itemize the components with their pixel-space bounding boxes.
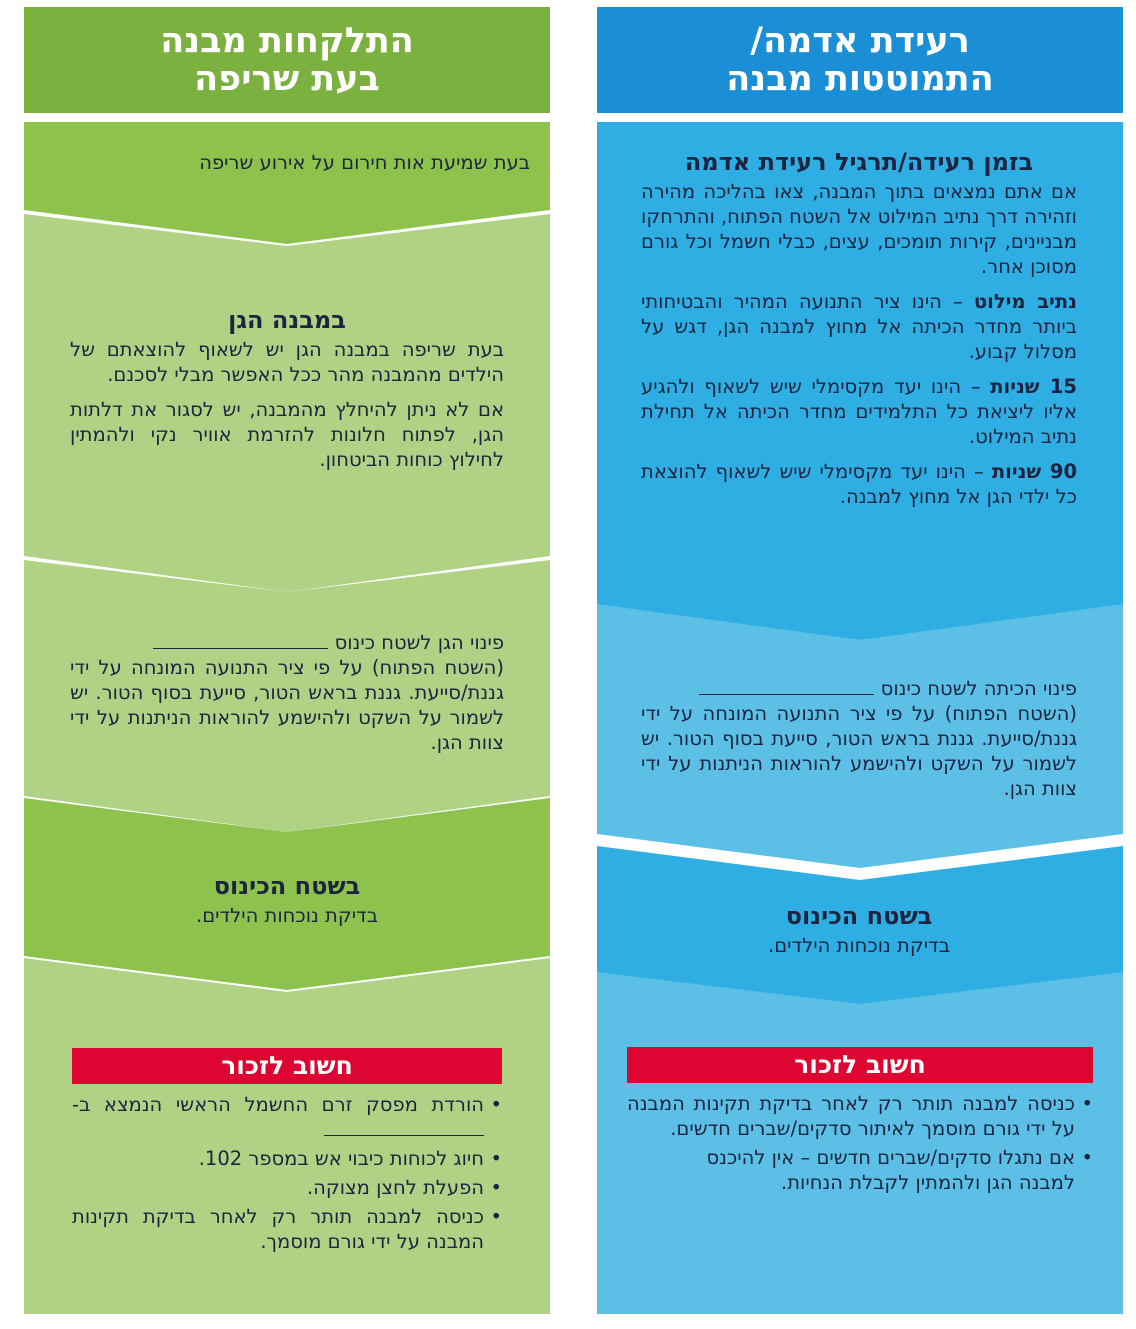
inside-building-step: [24, 214, 550, 594]
fire-column: [24, 0, 550, 1329]
evacuation-content: [70, 630, 504, 755]
quake-assembly-title: בשטח הכינוס: [785, 902, 933, 930]
quake-step: [597, 122, 1123, 642]
class-evacuation-text: (השטח הפתוח) על פי ציר התנועה המונחה על ידי גננת/סייעת. גננת בראש הטור, סייעת בסוף הטור. יש לשמור על השקט ולהישמע להוראות הניתנות על ידי צוות הגן.: [641, 702, 1077, 800]
quake-title: בזמן רעידה/תרגיל רעידת אדמה: [684, 148, 1034, 176]
remember-banner: חשוב לזכור: [72, 1048, 502, 1084]
quake-remember-content: [627, 1047, 1093, 1199]
list-item: • חיוג לכוחות כיבוי אש במספר 102.: [72, 1146, 484, 1171]
fire-alarm-text: בעת שמיעת אות חירום על אירוע שריפה: [199, 151, 530, 174]
list-item: • הפעלת לחצן מצוקה.: [72, 1175, 484, 1200]
evacuation-text: (השטח הפתוח) על פי ציר התנועה המונחה על ידי גננת/סייעת. גננת בראש הטור, סייעת בסוף הטור. יש לשמור על השקט ולהישמע להוראות הניתנות על ידי צוות הגן.: [70, 656, 504, 754]
inside-building-title: במבנה הגן: [228, 306, 346, 334]
fire-header: התלקחות מבנה בעת שריפה: [24, 7, 550, 113]
list-item: • כניסה למבנה תותר רק לאחר בדיקת תקינות המבנה על ידי גורם מוסמך.: [72, 1204, 484, 1254]
assembly-content: [70, 874, 504, 928]
class-evacuation-content: [641, 676, 1077, 801]
assembly-text: בדיקת נוכחות הילדים.: [196, 904, 378, 927]
inside-building-para-1: בעת שריפה במבנה הגן יש לשאוף להוצאתם של הילדים מהמבנה מהר ככל האפשר מבלי לסכנם.: [70, 338, 504, 386]
list-item: • אם נתגלו סדקים/שברים חדשים – אין להיכנס למבנה הגן ולהמתין לקבלת הנחיות.: [627, 1145, 1075, 1195]
earthquake-column: [597, 0, 1123, 1329]
evacuation-line-1: [70, 630, 504, 655]
earthquake-header: רעידת אדמה/ התמוטטות מבנה: [597, 7, 1123, 113]
escape-route-para: נתיב מילוט – הינו ציר התנועה המהיר והבטיחותי ביותר מחדר הכיתה אל מחוץ למבנה הגן, דגש על מסלול קבוע.: [641, 290, 1077, 363]
quake-assembly-text: בדיקת נוכחות הילדים.: [768, 934, 950, 957]
list-item: • הורדת מפסק זרם החשמל הראשי הנמצא ב-: [72, 1092, 484, 1142]
inside-building-para-2: אם לא ניתן להיחלץ מהמבנה, יש לסגור את דלתות הגן, לפתוח חלונות להזרמת אוויר נקי ולהמתין לחילוץ כוחות הביטחון.: [70, 398, 504, 471]
remember-list: [72, 1092, 502, 1254]
quake-content: [641, 150, 1077, 519]
class-evacuation-line-1: [641, 676, 1077, 701]
remember-content: [72, 1048, 502, 1258]
remember-step: [24, 958, 550, 1314]
quake-assembly-content: [641, 904, 1077, 958]
assembly-title: בשטח הכינוס: [213, 872, 361, 900]
assembly-area-blank: [153, 632, 328, 649]
list-item: • כניסה למבנה תותר רק לאחר בדיקת תקינות המבנה על ידי גורם מוסמך לאיתור סדקים/שברים חדשים.: [627, 1091, 1075, 1141]
quake-remember-step: [597, 972, 1123, 1314]
ninety-seconds-para: 90 שניות – הינו יעד מקסימלי שיש לשאוף להוצאת כל ילדי הגן אל מחוץ למבנה.: [641, 460, 1078, 508]
breaker-location-blank: [324, 1119, 484, 1136]
quake-remember-list: [627, 1091, 1093, 1195]
fifteen-seconds-para: 15 שניות – הינו יעד מקסימלי שיש לשאוף ולהגיע אליו ליציאת כל התלמידים מחדר הכיתה אל תחילת נתיב המילוט.: [641, 375, 1077, 448]
inside-building-content: [70, 308, 504, 482]
assembly-area-blank: [699, 678, 874, 695]
class-evacuation-prefix: פינוי הכיתה לשטח כינוס: [880, 677, 1077, 700]
remember-banner: חשוב לזכור: [627, 1047, 1093, 1083]
quake-para-1: אם אתם נמצאים בתוך המבנה, צאו בהליכה מהירה וזהירה דרך נתיב המילוט אל השטח הפתוח, והתרחקו מבניינים, קירות תומכים, עצים, כבלי חשמל וכל גורם מסוכן אחר.: [641, 180, 1077, 278]
class-evacuation-step: [597, 604, 1123, 874]
evacuation-prefix: פינוי הגן לשטח כינוס: [334, 631, 504, 654]
